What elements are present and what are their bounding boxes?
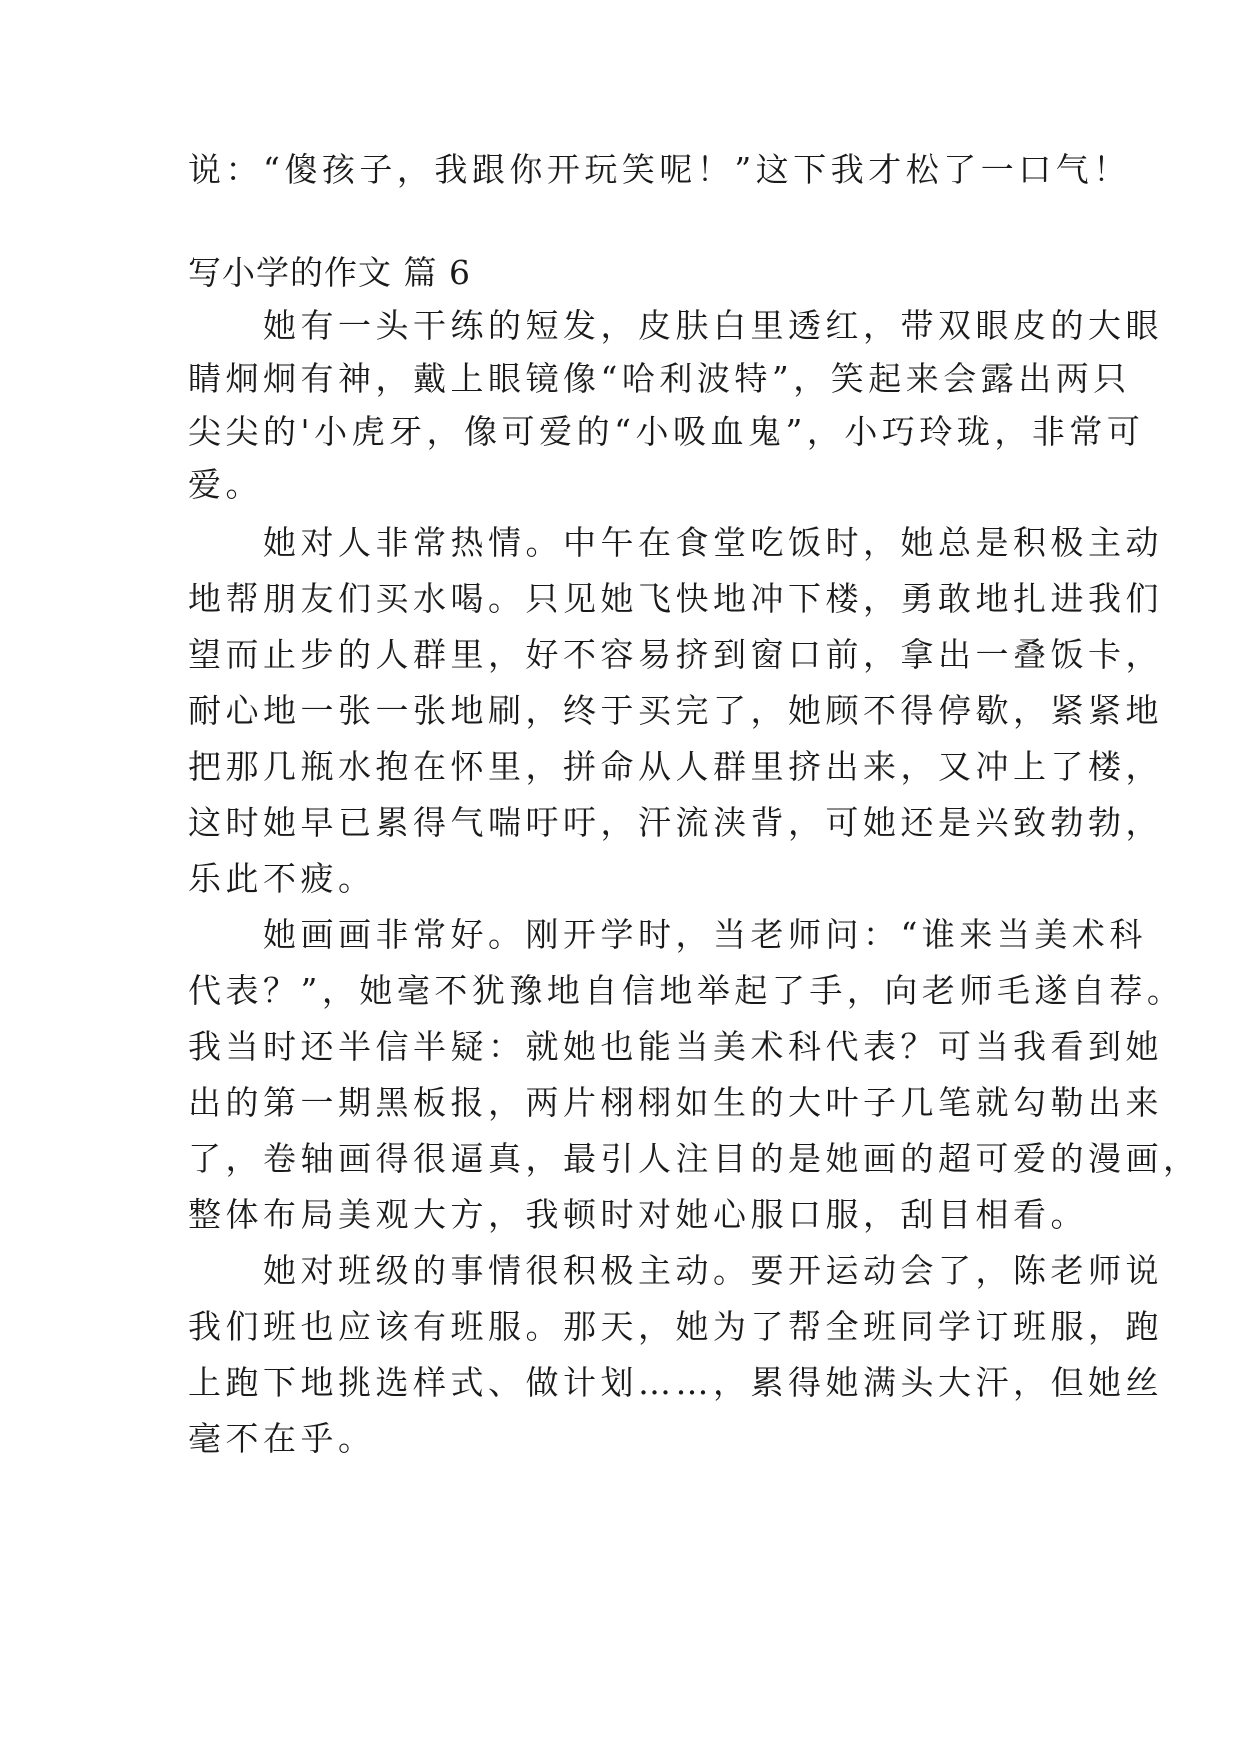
section-heading: 写小学的作文 篇 6 — [188, 253, 471, 292]
text-line: 望而止步的人群里，好不容易挤到窗口前，拿出一叠饭卡， — [188, 635, 1163, 674]
text-line: 我们班也应该有班服。那天，她为了帮全班同学订班服，跑 — [188, 1307, 1163, 1346]
text-line: 她对班级的事情很积极主动。要开运动会了，陈老师说 — [188, 1251, 1163, 1290]
text-line: 毫不在乎。 — [188, 1419, 376, 1458]
text-line: 尖尖的'小虎牙，像可爱的“小吸血鬼”，小巧玲珑，非常可 — [188, 412, 1145, 451]
text-line: 睛炯炯有神，戴上眼镜像“哈利波特”，笑起来会露出两只 — [188, 359, 1131, 398]
text-line: 乐此不疲。 — [188, 859, 376, 898]
text-line: 爱。 — [188, 465, 263, 504]
text-line: 耐心地一张一张地刷，终于买完了，她顾不得停歇，紧紧地 — [188, 691, 1163, 730]
text-line: 上跑下地挑选样式、做计划……，累得她满头大汗，但她丝 — [188, 1363, 1163, 1402]
text-line: 整体布局美观大方，我顿时对她心服口服，刮目相看。 — [188, 1195, 1088, 1234]
text-line: 我当时还半信半疑：就她也能当美术科代表？可当我看到她 — [188, 1027, 1163, 1066]
text-line: 她有一头干练的短发，皮肤白里透红，带双眼皮的大眼 — [188, 306, 1163, 345]
text-line: 她画画非常好。刚开学时，当老师问：“谁来当美术科 — [188, 915, 1147, 954]
text-line: 地帮朋友们买水喝。只见她飞快地冲下楼，勇敢地扎进我们 — [188, 579, 1163, 618]
text-line: 说：“傻孩子，我跟你开玩笑呢！”这下我才松了一口气！ — [188, 150, 1131, 189]
text-line: 了，卷轴画得很逼真，最引人注目的是她画的超可爱的漫画， — [188, 1139, 1201, 1178]
text-line: 她对人非常热情。中午在食堂吃饭时，她总是积极主动 — [188, 523, 1163, 562]
text-line: 出的第一期黑板报，两片栩栩如生的大叶子几笔就勾勒出来 — [188, 1083, 1163, 1122]
text-line: 这时她早已累得气喘吁吁，汗流浃背，可她还是兴致勃勃， — [188, 803, 1163, 842]
text-line: 把那几瓶水抱在怀里，拼命从人群里挤出来，又冲上了楼， — [188, 747, 1163, 786]
text-line: 代表？”，她毫不犹豫地自信地举起了手，向老师毛遂自荐。 — [188, 971, 1185, 1010]
